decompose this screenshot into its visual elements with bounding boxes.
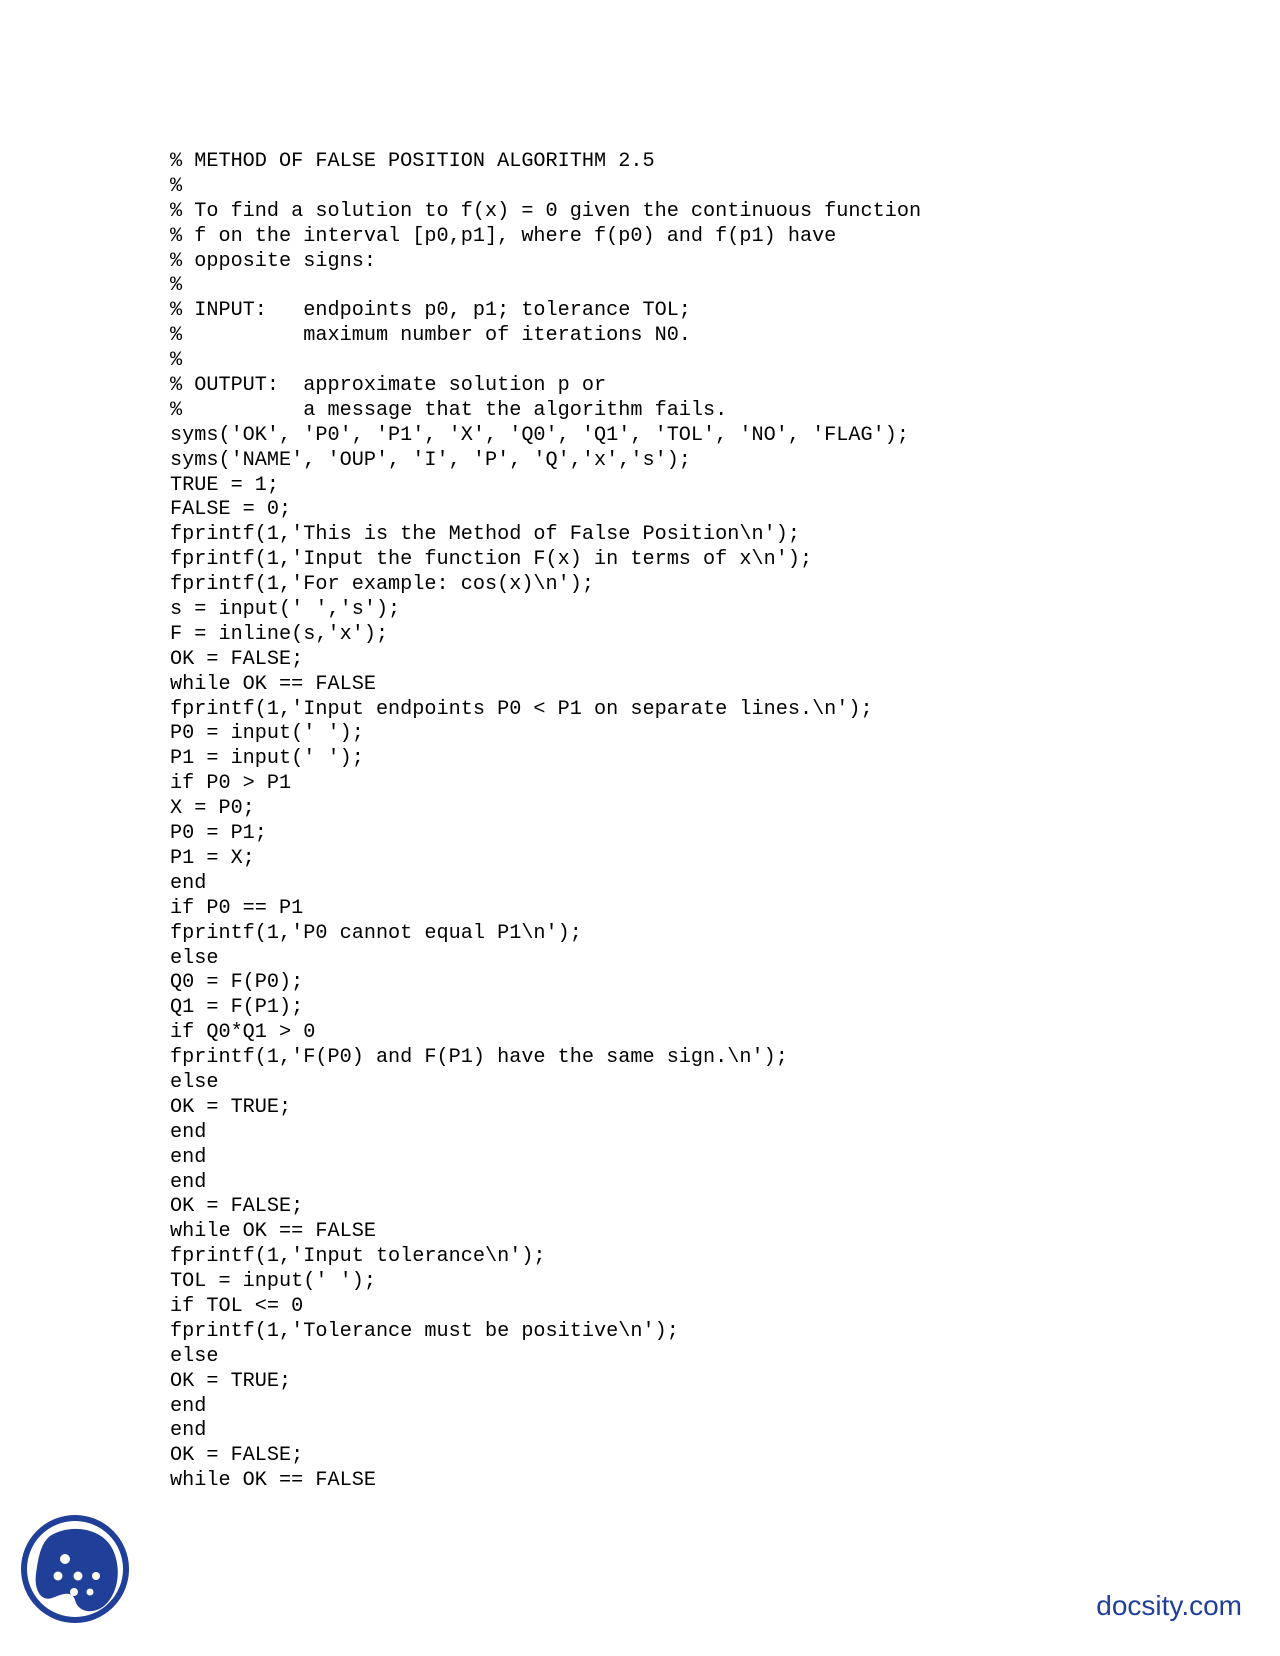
code-line: X = P0;: [170, 797, 255, 821]
code-line: % METHOD OF FALSE POSITION ALGORITHM 2.5: [170, 150, 655, 173]
code-line: fprintf(1,'Input the function F(x) in terms of x\n');: [170, 548, 813, 572]
code-line: P1 = input(' ');: [170, 747, 364, 771]
code-line: OK = FALSE;: [170, 1444, 304, 1468]
code-line: fprintf(1,'Input tolerance\n');: [170, 1245, 546, 1269]
code-line: syms('NAME', 'OUP', 'I', 'P', 'Q','x','s');: [170, 448, 691, 472]
code-line: end: [170, 1419, 207, 1443]
code-line: fprintf(1,'Input endpoints P0 < P1 on separate lines.\n');: [170, 697, 873, 721]
code-line: % f on the interval [p0,p1], where f(p0) and f(p1) have: [170, 224, 837, 248]
code-line: TOL = input(' ');: [170, 1270, 376, 1294]
code-line: % INPUT: endpoints p0, p1; tolerance TOL;: [170, 299, 691, 323]
code-line: else: [170, 1344, 219, 1368]
code-line: Q0 = F(P0);: [170, 971, 304, 995]
code-line: P0 = P1;: [170, 822, 267, 846]
code-line: %: [170, 174, 183, 198]
code-line: syms('OK', 'P0', 'P1', 'X', 'Q0', 'Q1', 'TOL', 'NO', 'FLAG');: [170, 423, 909, 447]
code-line: F = inline(s,'x');: [170, 622, 389, 646]
code-line: fprintf(1,'This is the Method of False Position\n');: [170, 523, 800, 547]
code-line: s = input(' ','s');: [170, 598, 401, 622]
code-line: end: [170, 1120, 207, 1144]
code-line: OK = TRUE;: [170, 1095, 292, 1119]
code-line: end: [170, 1170, 207, 1194]
code-line: end: [170, 1145, 207, 1169]
code-line: end: [170, 1394, 207, 1418]
code-line: % To find a solution to f(x) = 0 given the continuous function: [170, 199, 922, 223]
code-line: while OK == FALSE: [170, 1469, 376, 1493]
code-line: % maximum number of iterations N0.: [170, 324, 691, 348]
code-line: TRUE = 1;: [170, 473, 280, 497]
code-line: fprintf(1,'Tolerance must be positive\n');: [170, 1319, 679, 1343]
code-listing: [170, 150, 921, 1494]
code-line: % OUTPUT: approximate solution p or: [170, 374, 607, 398]
code-line: while OK == FALSE: [170, 1220, 376, 1244]
code-line: OK = TRUE;: [170, 1369, 292, 1393]
code-line: Q1 = F(P1);: [170, 996, 304, 1020]
code-line: if P0 == P1: [170, 896, 304, 920]
code-line: fprintf(1,'For example: cos(x)\n');: [170, 573, 595, 597]
code-line: end: [170, 871, 207, 895]
code-line: fprintf(1,'P0 cannot equal P1\n');: [170, 921, 582, 945]
docsity-brand-link[interactable]: docsity.com: [1096, 1590, 1242, 1621]
code-line: %: [170, 349, 183, 373]
code-line: %: [170, 274, 183, 298]
code-line: fprintf(1,'F(P0) and F(P1) have the same sign.\n');: [170, 1046, 788, 1070]
code-line: P0 = input(' ');: [170, 722, 364, 746]
code-line: if Q0*Q1 > 0: [170, 1021, 316, 1045]
code-line: else: [170, 946, 219, 970]
code-line: FALSE = 0;: [170, 498, 292, 522]
code-line: OK = FALSE;: [170, 647, 304, 671]
code-line: while OK == FALSE: [170, 672, 376, 696]
code-line: OK = FALSE;: [170, 1195, 304, 1219]
code-line: P1 = X;: [170, 846, 255, 870]
code-line: % a message that the algorithm fails.: [170, 398, 728, 422]
code-line: if TOL <= 0: [170, 1294, 304, 1318]
code-line: % opposite signs:: [170, 249, 376, 273]
code-line: if P0 > P1: [170, 772, 292, 796]
code-line: else: [170, 1070, 219, 1094]
docsity-logo-icon[interactable]: [20, 1514, 130, 1624]
